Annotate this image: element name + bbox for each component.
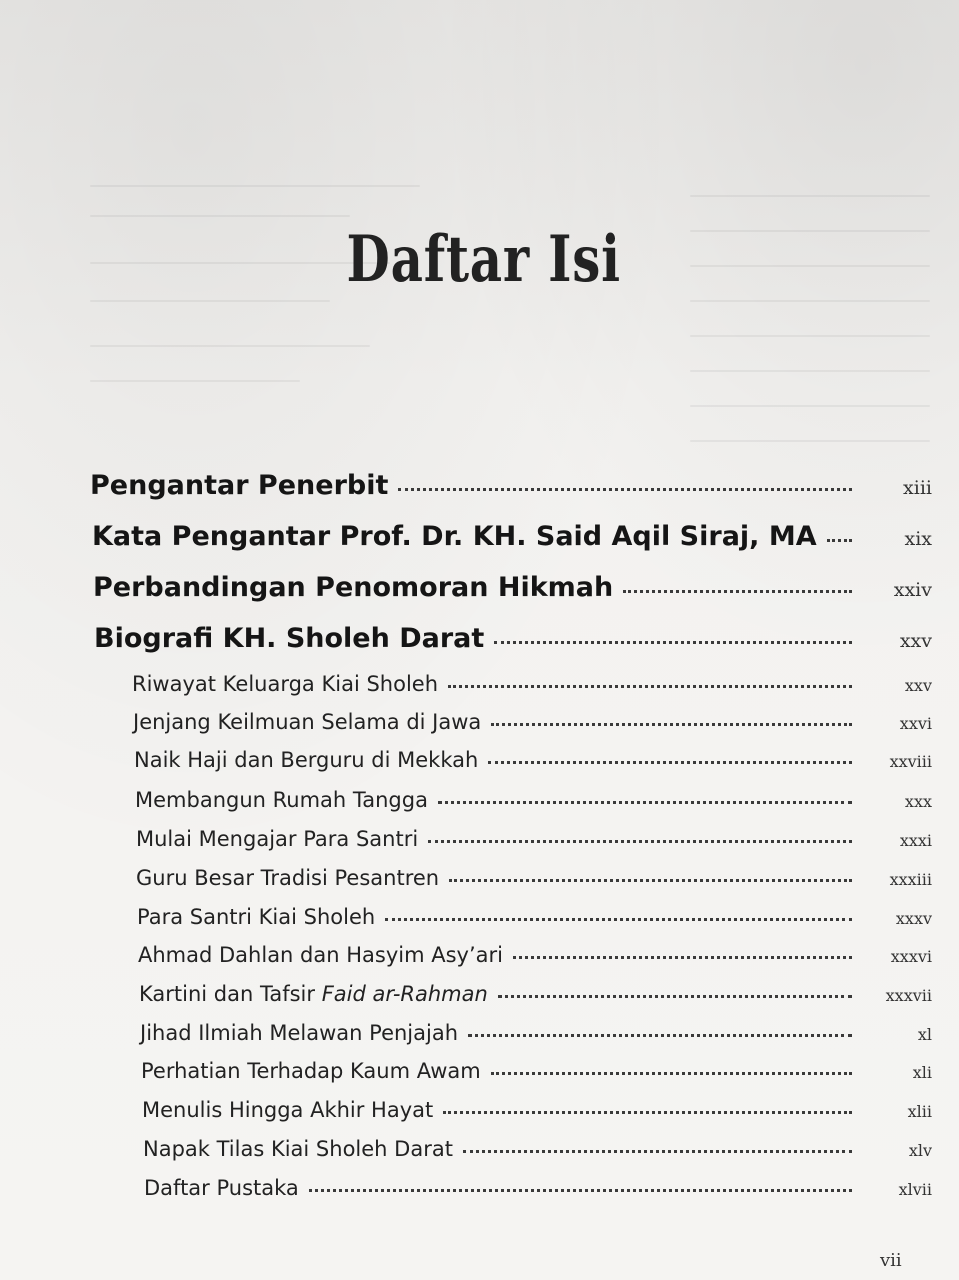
dot-leader [623, 590, 852, 593]
page-title: Daftar Isi [346, 222, 621, 297]
show-through-line [690, 370, 930, 372]
dot-leader [463, 1150, 852, 1153]
toc-entry-title: Mulai Mengajar Para Santri [136, 827, 419, 851]
toc-entry-page: xxxiii [889, 870, 932, 889]
dot-leader [468, 1034, 852, 1037]
toc-entry [138, 943, 932, 967]
toc-entry-title: Kata Pengantar Prof. Dr. KH. Said Aqil Siraj, MA [92, 521, 817, 552]
toc-entry [132, 672, 932, 696]
toc-entry [142, 1098, 932, 1122]
toc-entry-page: xl [917, 1025, 932, 1044]
toc-entry-title: Biografi KH. Sholeh Darat [94, 623, 485, 654]
show-through-line [90, 185, 420, 187]
toc-entry-title: Naik Haji dan Berguru di Mekkah [134, 748, 479, 772]
toc-entry [143, 1137, 932, 1161]
dot-leader [428, 840, 852, 843]
toc-entry-page: xlvii [898, 1180, 932, 1199]
dot-leader [498, 995, 852, 998]
dot-leader [398, 488, 852, 491]
toc-entry-page: xxxv [895, 909, 932, 928]
toc-entry-page: xxxi [899, 831, 932, 850]
toc-entry-title: Jihad Ilmiah Melawan Penjajah [140, 1021, 459, 1045]
toc-entry-title: Jenjang Keilmuan Selama di Jawa [133, 710, 482, 734]
dot-leader [491, 1072, 852, 1075]
toc-entry [136, 866, 932, 890]
toc-entry-title: Pengantar Penerbit [90, 470, 389, 501]
toc-entry-title: Guru Besar Tradisi Pesantren [136, 866, 440, 890]
toc-entry-page: xxv [904, 676, 932, 695]
toc-entry-title: Daftar Pustaka [144, 1176, 299, 1200]
toc-entry-title: Kartini dan Tafsir Faid ar-Rahman [139, 982, 488, 1006]
toc-entry-page: xxx [904, 792, 932, 811]
toc-entry [135, 788, 932, 812]
show-through-line [90, 345, 370, 347]
toc-entry [139, 982, 932, 1006]
toc-entry [92, 521, 932, 552]
toc-entry-page: xxxvi [890, 947, 932, 966]
dot-leader [513, 956, 852, 959]
dot-leader [488, 761, 852, 764]
dot-leader [438, 801, 852, 804]
toc-entry-title: Para Santri Kiai Sholeh [137, 905, 376, 929]
show-through-line [690, 335, 930, 337]
toc-entry-page: xxiv [893, 579, 932, 601]
show-through-line [690, 440, 930, 442]
show-through-line [90, 300, 330, 302]
dot-leader [443, 1111, 852, 1114]
toc-entry-title: Menulis Hingga Akhir Hayat [142, 1098, 434, 1122]
toc-entry-title: Membangun Rumah Tangga [135, 788, 428, 812]
toc-entry-page: xxvi [899, 714, 932, 733]
toc-entry-title: Napak Tilas Kiai Sholeh Darat [143, 1137, 453, 1161]
toc-entry [136, 827, 932, 851]
toc-entry-title: Ahmad Dahlan dan Hasyim Asy’ari [138, 943, 503, 967]
toc-entry-page: xxxvii [885, 986, 932, 1005]
toc-entry [141, 1059, 932, 1083]
dot-leader [491, 723, 852, 726]
toc-entry [137, 905, 932, 929]
show-through-line [90, 380, 300, 382]
toc-entry [94, 623, 932, 654]
toc-entry-page: xli [912, 1063, 932, 1082]
toc-entry-page: xlv [908, 1141, 932, 1160]
toc-entry [90, 470, 932, 501]
toc-entry-title: Riwayat Keluarga Kiai Sholeh [132, 672, 439, 696]
toc-entry [144, 1176, 932, 1200]
dot-leader [385, 918, 852, 921]
show-through-line [690, 405, 930, 407]
page-number: vii [880, 1250, 902, 1271]
toc-entry [134, 748, 932, 772]
toc-entry [140, 1021, 932, 1045]
toc-entry [133, 710, 932, 734]
toc-entry-title: Perhatian Terhadap Kaum Awam [141, 1059, 481, 1083]
toc-entry-page: xix [904, 528, 932, 550]
dot-leader [448, 685, 852, 688]
show-through-line [690, 300, 930, 302]
dot-leader [449, 879, 852, 882]
toc-entry-page: xlii [907, 1102, 932, 1121]
toc-entry [93, 572, 932, 603]
dot-leader [494, 641, 852, 644]
dot-leader [827, 539, 852, 542]
toc-entry-page: xxv [899, 630, 932, 652]
dot-leader [309, 1189, 852, 1192]
show-through-line [90, 215, 350, 217]
toc-entry-page: xiii [903, 477, 932, 499]
toc-entry-page: xxviii [889, 752, 932, 771]
book-title-italic: Faid ar-Rahman [321, 982, 488, 1006]
show-through-line [690, 195, 930, 197]
toc-entry-title: Perbandingan Penomoran Hikmah [93, 572, 614, 603]
